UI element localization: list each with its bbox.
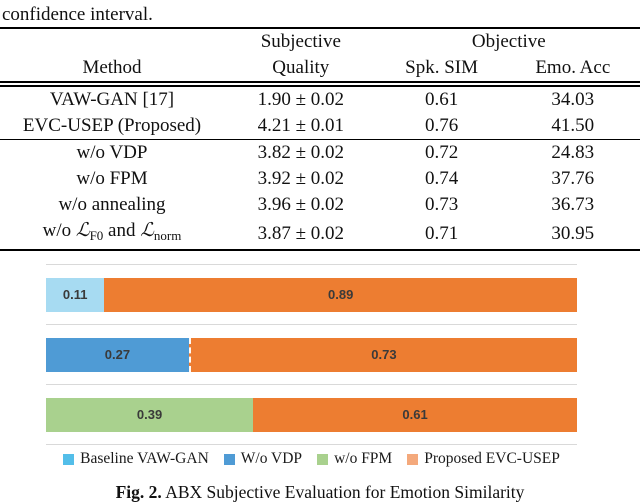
bar-segment-label: 0.11	[62, 287, 88, 302]
bar-segment-label: 0.27	[104, 347, 131, 362]
bar-segment	[46, 338, 189, 372]
emo-acc-cell: 41.50	[506, 113, 640, 140]
group-header-objective: Objective	[471, 31, 546, 52]
spk-sim-cell: 0.74	[424, 168, 459, 189]
bar-segment	[46, 278, 104, 312]
column-header-spk-sim: Spk. SIM	[405, 57, 479, 78]
quality-cell: 3.82 ± 0.02	[257, 142, 345, 163]
legend-item	[317, 450, 392, 468]
spk-sim-cell: 0.72	[424, 142, 459, 163]
method-text-segment: F0	[89, 228, 104, 243]
method-cell: VAW-GAN [17]	[49, 89, 175, 110]
bar-slot	[46, 384, 577, 444]
method-cell: w/o annealing	[58, 194, 166, 215]
method-text-segment: norm	[153, 228, 182, 243]
figure-caption-label: Fig. 2.	[115, 482, 162, 502]
abx-chart	[46, 264, 577, 468]
legend-item	[407, 450, 560, 468]
stacked-bars	[46, 264, 577, 445]
table-row	[0, 166, 640, 192]
intro-text: confidence interval.	[2, 4, 153, 25]
method-cell	[0, 218, 224, 250]
legend-swatch	[407, 454, 418, 465]
group-header-subjective: Subjective	[260, 31, 341, 52]
legend-swatch	[224, 454, 235, 465]
emo-acc-cell: 24.83	[551, 142, 595, 163]
quality-cell: 3.87 ± 0.02	[257, 222, 345, 244]
emo-acc-cell: 37.76	[551, 168, 595, 189]
legend-swatch	[63, 454, 74, 465]
spk-sim-cell: 0.71	[424, 222, 459, 244]
method-cell: EVC-USEP (Proposed)	[0, 113, 224, 140]
bar-segment-label: 0.61	[402, 407, 428, 422]
emo-acc-cell: 34.03	[551, 89, 595, 110]
bar-segment	[46, 398, 253, 432]
bar-segment-label: 0.89	[328, 287, 354, 302]
column-header-method: Method	[82, 57, 142, 78]
stacked-bar	[46, 338, 577, 372]
spk-sim-cell: 0.73	[424, 194, 459, 215]
method-cell: w/o VDP	[76, 142, 148, 163]
table-row	[0, 192, 640, 218]
quality-cell: 3.96 ± 0.02	[257, 194, 345, 215]
chart-legend	[46, 450, 577, 468]
method-cell: w/o FPM	[76, 168, 148, 189]
method-text-segment: ℒ	[140, 220, 154, 241]
column-header-emo-acc: Emo. Acc	[535, 57, 611, 78]
group-header-row	[0, 28, 640, 55]
legend-item	[63, 450, 209, 468]
spk-sim-cell: 0.61	[424, 89, 459, 110]
stacked-bar	[46, 398, 577, 432]
emo-acc-cell: 30.95	[551, 222, 595, 244]
results-table	[0, 27, 640, 251]
legend-label: Baseline VAW-GAN	[80, 450, 209, 467]
legend-label: w/o FPM	[334, 450, 393, 467]
column-header-row	[0, 55, 640, 84]
spk-sim-cell: 0.76	[378, 113, 506, 140]
legend-label: Proposed EVC-USEP	[424, 450, 560, 467]
method-text-segment: and	[103, 220, 141, 241]
bar-slot	[46, 324, 577, 384]
figure-caption-text: ABX Subjective Evaluation for Emotion Similarity	[165, 482, 525, 502]
quality-cell: 1.90 ± 0.02	[257, 89, 345, 110]
legend-label: W/o VDP	[240, 450, 303, 467]
bar-segment	[189, 338, 577, 372]
emo-acc-cell: 36.73	[551, 194, 595, 215]
bar-segment	[253, 398, 577, 432]
legend-item	[224, 450, 302, 468]
table-row	[0, 140, 640, 167]
bar-slot	[46, 264, 577, 324]
bar-segment-label: 0.39	[136, 407, 163, 422]
group-header-empty	[0, 28, 224, 55]
table-row	[0, 113, 640, 140]
stacked-bar	[46, 278, 577, 312]
table-row	[0, 218, 640, 250]
method-text-segment: ℒ	[75, 220, 90, 241]
table-body	[0, 84, 640, 250]
table-row	[0, 84, 640, 113]
bar-segment-label: 0.73	[371, 347, 397, 362]
method-text-segment: w/o	[42, 220, 76, 241]
quality-cell: 4.21 ± 0.01	[224, 113, 378, 140]
table-header	[0, 28, 640, 84]
legend-swatch	[317, 454, 328, 465]
bar-segment	[104, 278, 577, 312]
column-header-quality: Quality	[272, 57, 330, 78]
quality-cell: 3.92 ± 0.02	[257, 168, 345, 189]
